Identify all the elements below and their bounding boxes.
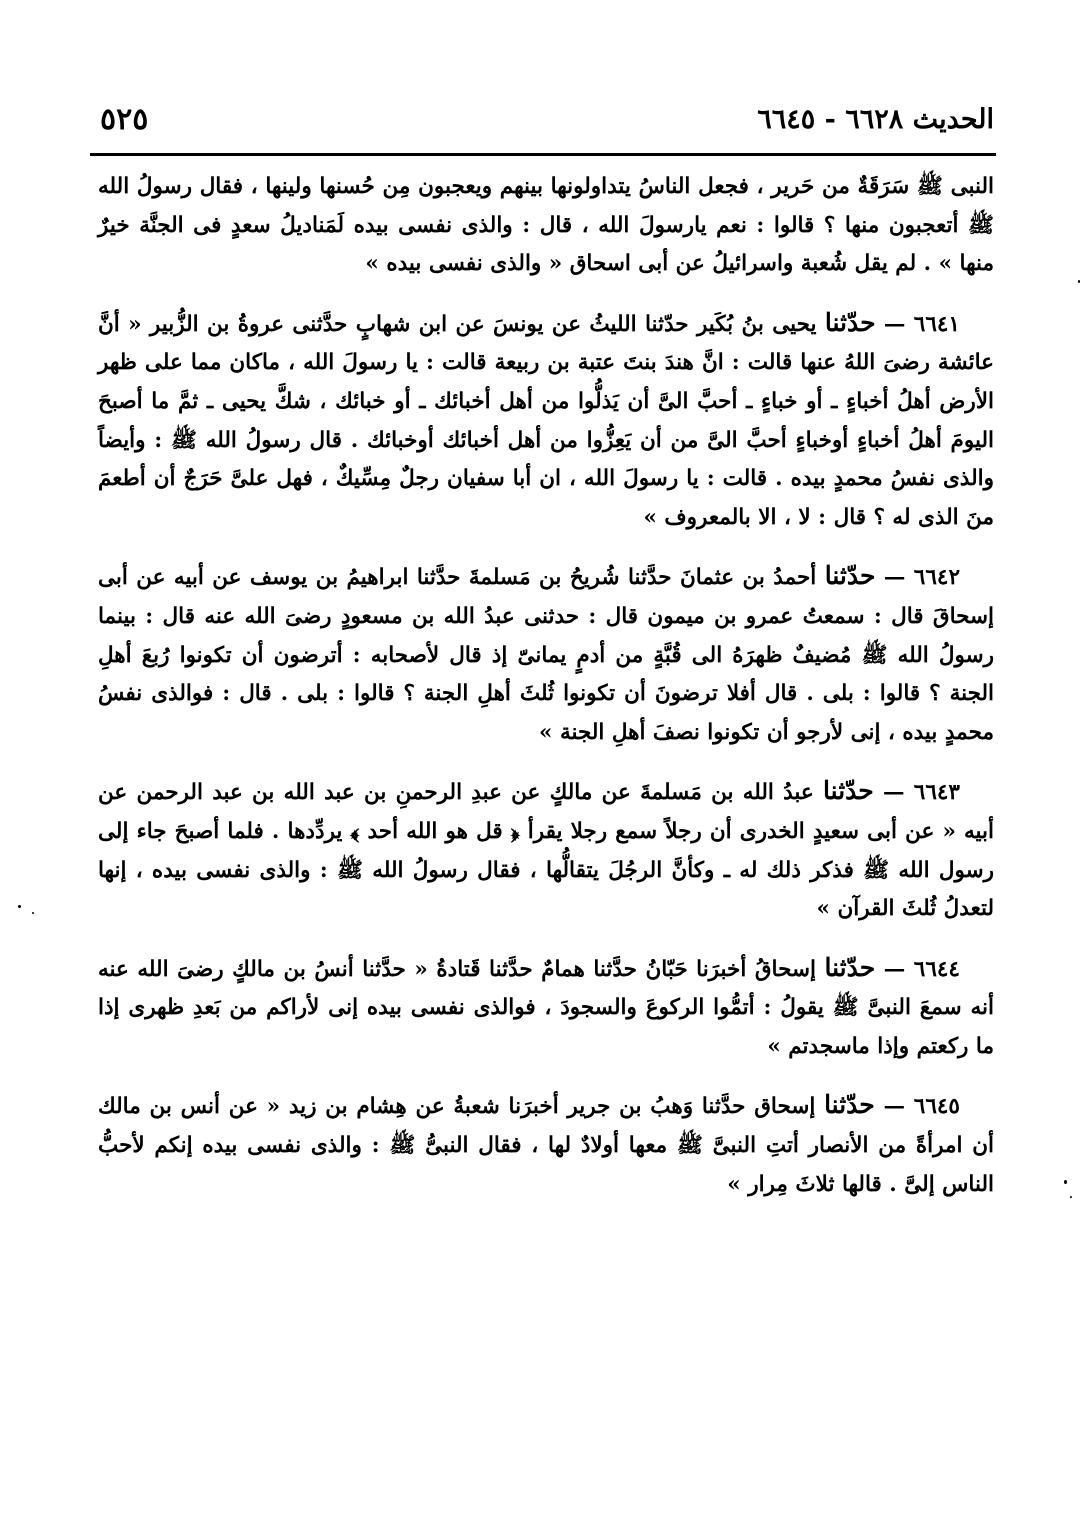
paragraph-text: إسحاقُ أخبرَنا حَبّانُ حدَّثنا همامٌ حدَّثنا قَتادةُ « حدَّثنا أنسُ بن مالكٍ رضىَ الله عنه أنه سمعَ النبىَّ ﷺ يقولُ : أتمُّوا الركوعَ والسجودَ ، فوالذى نفسى بيده إنى لأراكم من بَعدِ ظهرى إذا ما ركعتم وإذا ماسجدتم » [98, 956, 994, 1059]
scan-speck [32, 912, 34, 914]
scan-speck [1070, 1196, 1072, 1198]
haddathana-heading: حدّثنا [824, 307, 876, 337]
dash: — [883, 311, 906, 337]
hadith-number: ٦٦٤٥ [913, 1094, 960, 1120]
scan-speck [18, 905, 21, 908]
dash: — [883, 1094, 906, 1120]
paragraph-text: أحمدُ بن عثمانَ حدَّثنا شُريحُ بن مَسلمةَ حدَّثنا ابراهيمُ بن يوسف عن أبيه عن أبى إسحاقَ قال : سمعتُ عمرو بن ميمون قال : حدثنى عبدُ الله بن مسعودٍ رضىَ الله عنه قال : بينما رسولُ الله ﷺ مُضيفٌ ظهرَهُ الى قُبَّةٍ من أدمٍ يمانىّ إذ قال لأصحابه : أترضون أن تكونوا رُبعَ أهلِ الجنة ؟ قالوا : بلى . قال أفلا ترضونَ أن تكونوا ثُلثَ أهلِ الجنة ؟ قالوا : بلى . قال : فوالذى نفسُ محمدٍ بيده ، إنى لأرجو أن تكونوا نصفَ أهلِ الجنة » [98, 565, 994, 745]
scan-speck [1078, 280, 1080, 283]
dash: — [883, 780, 905, 806]
hadith-number: ٦٦٤١ [913, 311, 960, 337]
paragraph-text: عبدُ الله بن مَسلمةَ عن مالكٍ عن عبدِ الرحمنِ بن عبد الله بن عبد الرحمن عن أبيه « عن أبى سعيدٍ الخدرى أن رجلاً سمع رجلا يقرأ ﴿ قل هو الله أحد ﴾ يردِّدها . فلما أصبحَ جاء إلى رسول الله ﷺ فذكر ذلك له ـ وكأنَّ الرجُلَ يتقالُّها ، فقال رسولُ الله ﷺ : والذى نفسى بيده ، إنها لتعدلُ ثُلثَ القرآن » [98, 780, 994, 922]
haddathana-heading: حدّثنا [824, 561, 876, 591]
header-rule [90, 153, 996, 156]
hadith-paragraph-6645 [98, 1086, 994, 1204]
page-number: ٥٢٥ [100, 102, 149, 137]
dash: — [883, 956, 906, 982]
hadith-text [98, 168, 994, 1224]
scan-speck [1064, 1180, 1067, 1184]
paragraph-text: إسحاق حدَّثنا وَهبُ بن جرير أخبرَنا شعبةُ عن هِشام بن زيد « عن أنس بن مالك أن امرأةً من الأنصار أتتِ النبىَّ ﷺ معها أولادٌ لها ، فقال النبىُّ ﷺ : والذى نفسى بيده إنكم لأحبُّ الناس إلىَّ . قالها ثلاثَ مِرار » [98, 1094, 994, 1197]
hadith-number: ٦٦٤٢ [913, 565, 960, 591]
haddathana-heading: حدّثنا [824, 952, 876, 982]
hadith-number: ٦٦٤٣ [913, 780, 960, 806]
page-header [92, 100, 994, 148]
paragraph-text: يحيى بنُ بُكَير حدّثنا الليثُ عن يونسَ عن ابن شهابٍ حدَّثنى عروةُ بن الزُّبير « أنَّ عائشة رضىَ اللهُ عنها قالت : انَّ هندَ بنتَ عتبة بن ربيعة قالت : يا رسولَ الله ، ماكان مما على ظهر الأرض أهلُ أخباءٍ ـ أو خباءٍ ـ أحبَّ الىَّ أن يَذلُّوا من أهل أخبائك ـ أو خبائك ، شكَّ يحيى ـ ثمَّ ما أصبحَ اليومَ أهلُ أخباءٍ أوخباءٍ أحبَّ الىَّ من أن يَعِزُّوا من أهل أخبائك أوخبائك . قال رسولُ الله ﷺ : وأيضاً والذى نفسُ محمدٍ بيده . قالت : يا رسولَ الله ، ان أبا سفيان رجلٌ مِسِّيكٌ ، فهل علىَّ حَرَجٌ أن أطعمَ منَ الذى له ؟ قال : لا ، الا بالمعروف » [98, 311, 994, 530]
hadith-paragraph-6644 [98, 949, 994, 1067]
hadith-number: ٦٦٤٤ [913, 956, 960, 982]
haddathana-heading: حدّثنا [824, 1090, 875, 1120]
hadith-paragraph-continuation [98, 168, 994, 284]
dash: — [883, 565, 906, 591]
running-title: الحديث ٦٦٢٨ - ٦٦٤٥ [757, 104, 994, 135]
hadith-paragraph-6643 [98, 772, 994, 928]
paragraph-text: النبى ﷺ سَرَقَةٌ من حَرير ، فجعل الناسُ يتداولونها بينهم ويعجبون مِن حُسنها ولينها ، فقال رسولُ الله ﷺ أتعجبون منها ؟ قالوا : نعم يارسولَ الله ، قال : والذى نفسى بيده لَمَناديلُ سعدٍ فى الجنَّة خيرٌ منها » . لم يقل شُعبة واسرائيلُ عن أبى اسحاق « والذى نفسى بيده » [98, 174, 994, 277]
hadith-paragraph-6642 [98, 557, 994, 752]
hadith-paragraph-6641 [98, 304, 994, 538]
haddathana-heading: حدّثنا [823, 776, 874, 806]
